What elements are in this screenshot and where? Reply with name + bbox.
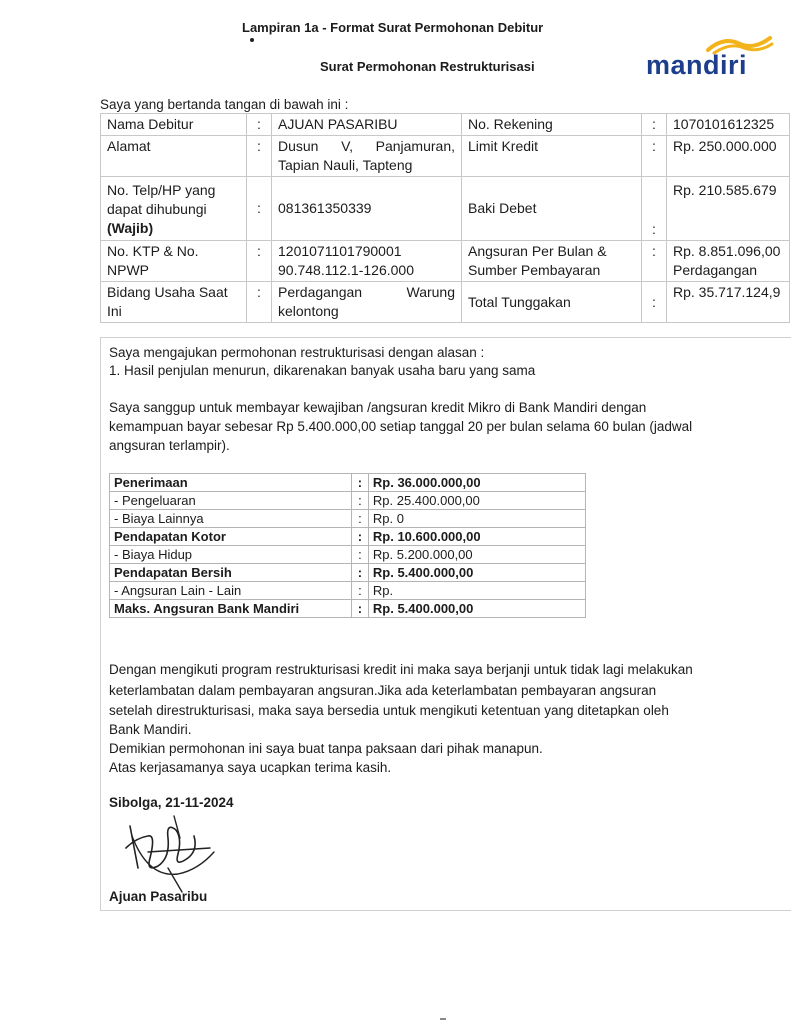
rekening-value: 1070101612325 xyxy=(667,114,790,136)
commit-line-1: Saya sanggup untuk membayar kewajiban /angsuran kredit Mikro di Bank Mandiri dengan xyxy=(109,400,647,415)
closing-line-6: Atas kerjasamanya saya ucapkan terima kasih. xyxy=(109,760,392,775)
finance-label: Pendapatan Kotor xyxy=(110,528,352,546)
ktp-npwp-value xyxy=(272,241,462,282)
telp-label-line-2: dapat dihubungi xyxy=(107,201,207,217)
colon: : xyxy=(642,241,667,282)
telp-label xyxy=(101,177,247,241)
table-row xyxy=(110,474,586,492)
colon: : xyxy=(247,282,272,323)
tunggakan-label: Total Tunggakan xyxy=(462,282,642,323)
finance-value: Rp. 5.400.000,00 xyxy=(368,600,585,618)
colon: : xyxy=(352,546,369,564)
bidang-label-line-1: Bidang Usaha Saat xyxy=(107,284,228,300)
bidang-line-1: Perdagangan Warung xyxy=(278,284,455,300)
scan-mark xyxy=(440,1018,446,1020)
table-row xyxy=(101,282,790,323)
alamat-label: Alamat xyxy=(101,136,247,177)
ktp-label-line-1: No. KTP & No. xyxy=(107,243,199,259)
table-row xyxy=(101,136,790,177)
table-row xyxy=(101,114,790,136)
ktp-label xyxy=(101,241,247,282)
closing-line-5: Demikian permohonan ini saya buat tanpa paksaan dari pihak manapun. xyxy=(109,741,543,756)
debtor-info-table xyxy=(100,113,790,323)
bidang-value xyxy=(272,282,462,323)
closing-line-3: setelah direstrukturisasi, maka saya bersedia untuk mengikuti ketentuan yang ditetapkan oleh xyxy=(109,703,669,718)
colon: : xyxy=(352,474,369,492)
limit-value: Rp. 250.000.000 xyxy=(667,136,790,177)
rekening-label: No. Rekening xyxy=(462,114,642,136)
finance-label: - Biaya Lainnya xyxy=(110,510,352,528)
sumber-pembayaran: Perdagangan xyxy=(673,262,758,278)
finance-value: Rp. 0 xyxy=(368,510,585,528)
table-row xyxy=(110,492,586,510)
npwp-value: 90.748.112.1-126.000 xyxy=(278,262,414,278)
handwritten-signature xyxy=(118,808,228,893)
finance-label: Pendapatan Bersih xyxy=(110,564,352,582)
angsuran-label-line-1: Angsuran Per Bulan & xyxy=(468,243,607,259)
colon: : xyxy=(642,177,667,241)
colon: : xyxy=(247,114,272,136)
limit-label: Limit Kredit xyxy=(462,136,642,177)
nama-value: AJUAN PASARIBU xyxy=(272,114,462,136)
signer-name: Ajuan Pasaribu xyxy=(109,889,208,904)
colon: : xyxy=(642,136,667,177)
table-row xyxy=(110,528,586,546)
finance-value: Rp. 5.200.000,00 xyxy=(368,546,585,564)
colon: : xyxy=(642,282,667,323)
baki-label: Baki Debet xyxy=(462,177,642,241)
finance-table xyxy=(109,473,586,618)
table-row xyxy=(101,241,790,282)
colon: : xyxy=(352,600,369,618)
finance-label: - Pengeluaran xyxy=(110,492,352,510)
angsuran-label-line-2: Sumber Pembayaran xyxy=(468,262,601,278)
colon: : xyxy=(352,510,369,528)
commit-line-3: angsuran terlampir). xyxy=(109,438,230,453)
baki-value: Rp. 210.585.679 xyxy=(667,177,790,241)
telp-label-line-3: (Wajib) xyxy=(107,220,154,236)
document-title: Lampiran 1a - Format Surat Permohonan Debitur xyxy=(242,20,544,35)
finance-label: - Angsuran Lain - Lain xyxy=(110,582,352,600)
colon: : xyxy=(247,177,272,241)
finance-label: Penerimaan xyxy=(110,474,352,492)
telp-label-line-1: No. Telp/HP yang xyxy=(107,182,216,198)
angsuran-value xyxy=(667,241,790,282)
mandiri-logo-text: mandiri xyxy=(646,50,748,80)
colon: : xyxy=(642,114,667,136)
mandiri-logo xyxy=(646,30,786,86)
colon: : xyxy=(352,528,369,546)
closing-line-1: Dengan mengikuti program restrukturisasi kredit ini maka saya berjanji untuk tidak lagi melakukan xyxy=(109,662,693,677)
finance-value: Rp. 10.600.000,00 xyxy=(368,528,585,546)
colon: : xyxy=(247,136,272,177)
finance-value: Rp. 25.400.000,00 xyxy=(368,492,585,510)
ktp-value: 1201071101790001 xyxy=(278,243,402,259)
angsuran-label xyxy=(462,241,642,282)
place-date: Sibolga, 21-11-2024 xyxy=(109,795,234,810)
commit-line-2: kemampuan bayar sebesar Rp 5.400.000,00 setiap tanggal 20 per bulan selama 60 bulan (jadwal xyxy=(109,419,693,434)
document-subtitle: Surat Permohonan Restrukturisasi xyxy=(320,59,535,74)
angsuran-amount: Rp. 8.851.096,00 xyxy=(673,243,781,259)
table-row xyxy=(110,582,586,600)
colon: : xyxy=(352,492,369,510)
closing-line-4: Bank Mandiri. xyxy=(109,722,192,737)
nama-label: Nama Debitur xyxy=(101,114,247,136)
table-row xyxy=(110,510,586,528)
table-row xyxy=(110,546,586,564)
intro-text: Saya yang bertanda tangan di bawah ini : xyxy=(100,97,349,112)
finance-label: - Biaya Hidup xyxy=(110,546,352,564)
table-row xyxy=(110,564,586,582)
colon: : xyxy=(352,564,369,582)
bidang-label xyxy=(101,282,247,323)
telp-value: 081361350339 xyxy=(272,177,462,241)
ktp-label-line-2: NPWP xyxy=(107,262,149,278)
bidang-line-2: kelontong xyxy=(278,303,339,319)
colon: : xyxy=(352,582,369,600)
colon: : xyxy=(247,241,272,282)
finance-label: Maks. Angsuran Bank Mandiri xyxy=(110,600,352,618)
alamat-line-2: Tapian Nauli, Tapteng xyxy=(278,157,413,173)
reason-item: 1. Hasil penjulan menurun, dikarenakan banyak usaha baru yang sama xyxy=(109,363,536,378)
table-row xyxy=(101,177,790,241)
bidang-label-line-2: Ini xyxy=(107,303,122,319)
closing-line-2: keterlambatan dalam pembayaran angsuran.Jika ada keterlambatan pembayaran angsuran xyxy=(109,683,657,698)
reason-intro: Saya mengajukan permohonan restrukturisasi dengan alasan : xyxy=(109,345,485,360)
alamat-line-1: Dusun V, Panjamuran, xyxy=(278,138,455,154)
finance-value: Rp. xyxy=(368,582,585,600)
finance-value: Rp. 5.400.000,00 xyxy=(368,564,585,582)
alamat-value xyxy=(272,136,462,177)
bullet-mark xyxy=(250,38,254,42)
table-row xyxy=(110,600,586,618)
finance-value: Rp. 36.000.000,00 xyxy=(368,474,585,492)
tunggakan-value: Rp. 35.717.124,9 xyxy=(667,282,790,323)
